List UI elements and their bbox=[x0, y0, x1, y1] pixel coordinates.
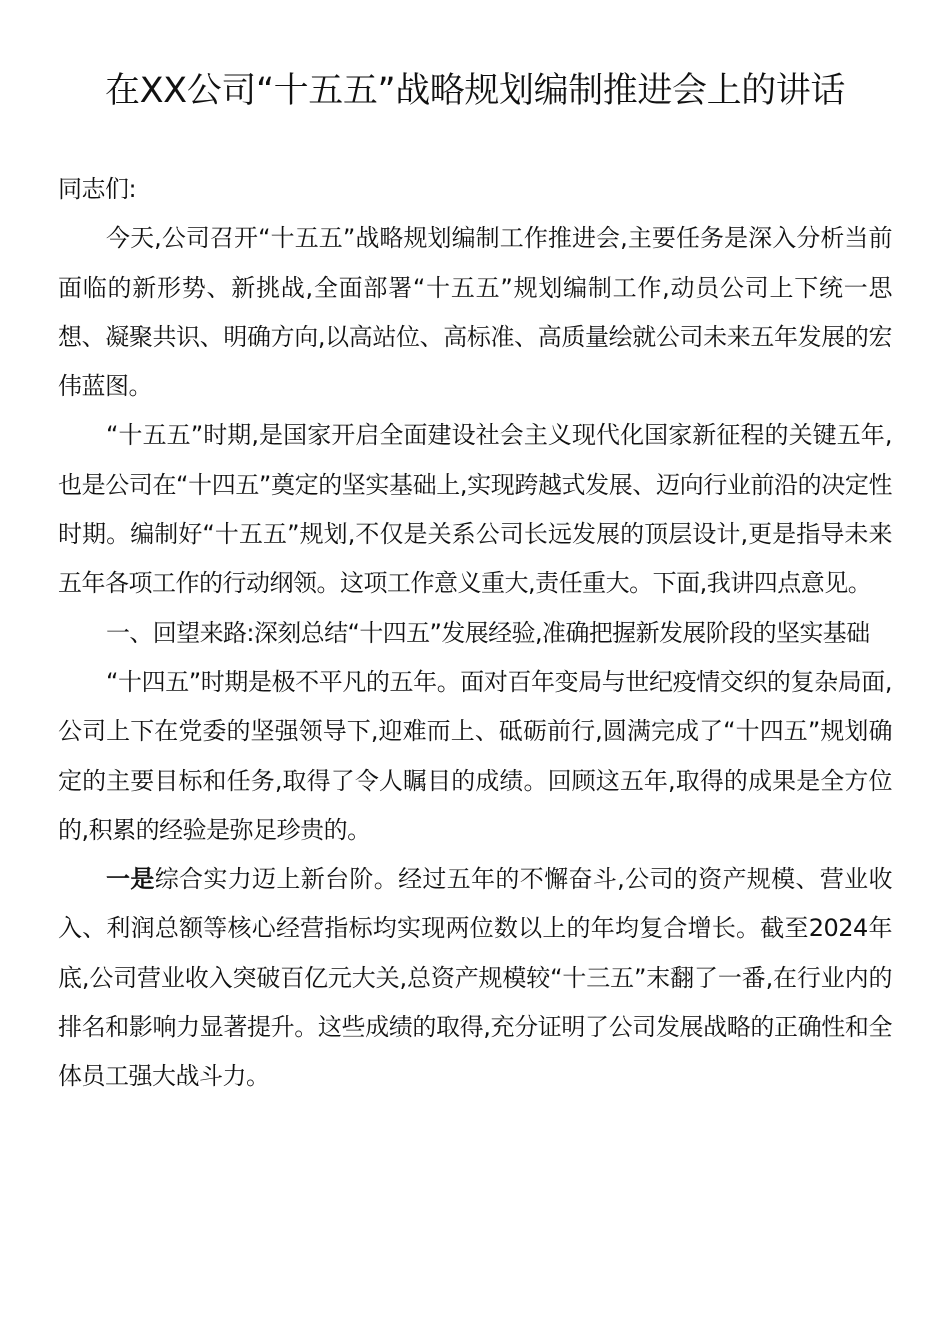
document-body bbox=[58, 165, 892, 1102]
point-one-lead: 一是 bbox=[106, 865, 155, 894]
salutation: 同志们: bbox=[58, 175, 137, 203]
document-title: 在XX公司“十五五”战略规划编制推进会上的讲话 bbox=[104, 71, 846, 111]
paragraph-context: “十五五”时期,是国家开启全面建设社会主义现代化国家新征程的关键五年,也是公司在“十四五”奠定的坚实基础上,实现跨越式发展、迈向行业前沿的决定性时期。编制好“十五五”规划,不仅是关系公司长远发展的顶层设计,更是指导未来五年各项工作的行动纲领。这项工作意义重大,责任重大。下面,我讲四点意见。 bbox=[58, 421, 892, 598]
section-heading-one: 一、回望来路:深刻总结“十四五”发展经验,准确把握新发展阶段的坚实基础 bbox=[106, 618, 870, 647]
paragraph-review: “十四五”时期是极不平凡的五年。面对百年变局与世纪疫情交织的复杂局面,公司上下在党委的坚强领导下,迎难而上、砥砺前行,圆满完成了“十四五”规划确定的主要目标和任务,取得了令人瞩目的成绩。回顾这五年,取得的成果是全方位的,积累的经验是弥足珍贵的。 bbox=[58, 667, 892, 844]
paragraph-opening: 今天,公司召开“十五五”战略规划编制工作推进会,主要任务是深入分析当前面临的新形势、新挑战,全面部署“十五五”规划编制工作,动员公司上下统一思想、凝聚共识、明确方向,以高站位、高标准、高质量绘就公司未来五年发展的宏伟蓝图。 bbox=[58, 224, 892, 401]
paragraph-point-one bbox=[58, 855, 892, 1101]
point-one-text: 综合实力迈上新台阶。经过五年的不懈奋斗,公司的资产规模、营业收入、利润总额等核心经营指标均实现两位数以上的年均复合增长。截至2024年底,公司营业收入突破百亿元大关,总资产规模较“十三五”末翻了一番,在行业内的排名和影响力显著提升。这些成绩的取得,充分证明了公司发展战略的正确性和全体员工强大战斗力。 bbox=[58, 865, 892, 1091]
